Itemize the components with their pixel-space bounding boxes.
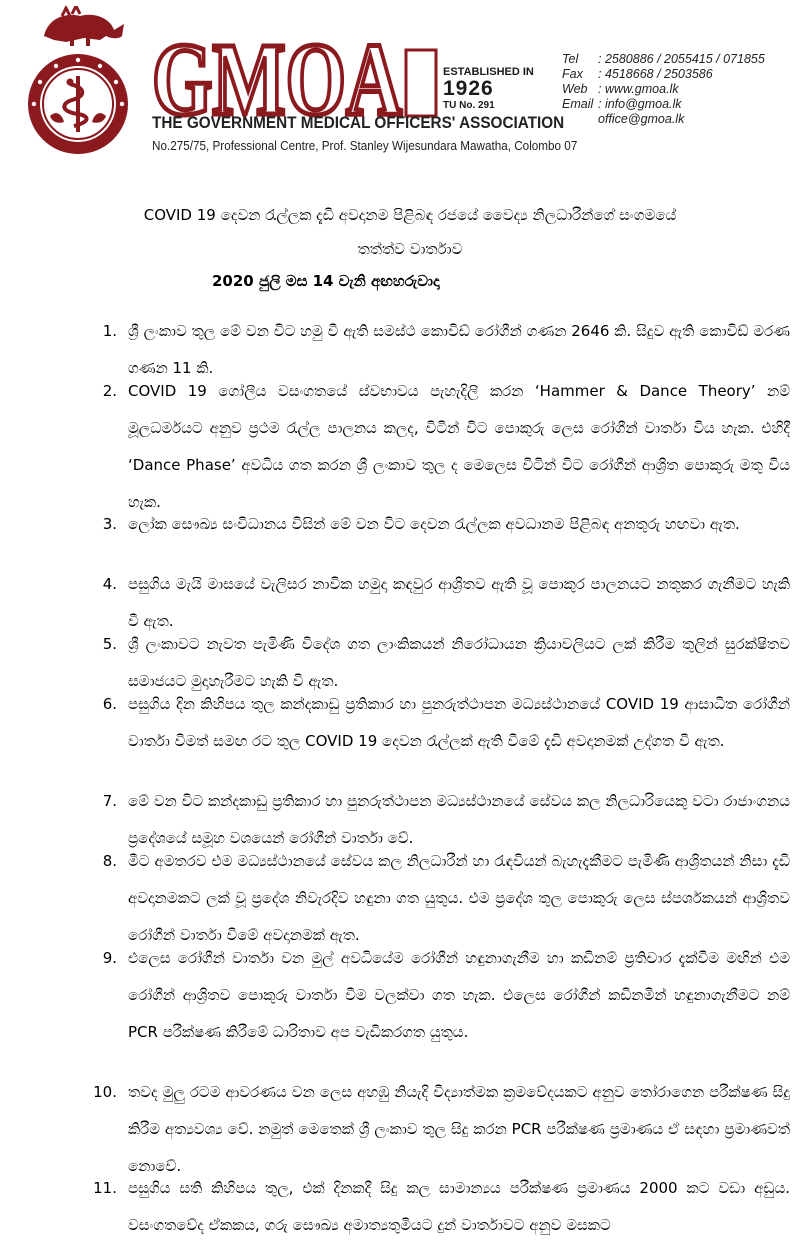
item-number: 1. — [102, 322, 117, 340]
established-label: ESTABLISHED IN — [443, 66, 534, 78]
contact-email: : info@gmoa.lk — [598, 97, 682, 111]
contact-phone: : 2580886 / 2055415 / 071855 — [598, 52, 765, 66]
item-number: 2. — [102, 382, 117, 400]
gmoa-logo — [148, 28, 440, 120]
item-number: 5. — [102, 635, 117, 653]
contact-row-email — [562, 97, 800, 112]
title-line-1: COVID 19 දෙවන රැල්ලක දැඩි අවදානම පිළිබඳ රජයේ වෛද්‍ය නිලධාරීන්ගේ සංගමයේ — [143, 206, 677, 224]
item-text: ශ්‍රී ලංකාවට නැවත පැමිණි විදේශ ගත ලාංකිකයන් නිරෝධායන ක්‍රියාවලියට ලක් කිරීම තුලින් සුරක්ෂිතව සමාජයට මුදාහැරීමට හැකි වී ඇත. — [128, 635, 790, 690]
trade-union-number: TU No. 291 — [443, 100, 495, 111]
contact-label: Fax — [562, 67, 583, 81]
item-text: පසුගිය මැයි මාසයේ වැලිසර නාවික හමුදා කඳවුර ආශ්‍රිතව ඇති වූ පොකුර පාලනයට නතුකර ගැනීමට හැකි වී ඇත. — [128, 575, 790, 630]
contact-details — [562, 52, 800, 127]
letterhead — [0, 0, 800, 190]
item-text: පසුගිය දින කිහිපය තුල කන්දකාඩු ප්‍රතිකාර හා පුනරුත්ථාපන මධ්‍යස්ථානයේ COVID 19 ආසාධිත රෝගීන් වාර්තා වීමත් සමඟ රට තුල COVID 19 දෙවන රැල්ලක් ඇති වීමේ දැඩි අවදානමක් උද්ගත වී ඇත. — [128, 695, 790, 750]
contact-row-web — [562, 82, 800, 97]
item-text: තවද මුලු රටම ආවරණය වන ලෙස අහඹු නියැදි විද්‍යාත්මක ක්‍රමවේදයකට අනුව තෝරාගෙන පරීක්ෂණ සිදු කිරීම අත්‍යවශ්‍ය වේ. නමුත් මෙතෙක් ශ්‍රී ලංකාව තුල සිදු කරන PCR පරීක්ෂණ ප්‍රමාණය ඒ සඳහා ප්‍රමාණවත් නොවේ. — [128, 1083, 790, 1175]
association-address: No.275/75, Professional Centre, Prof. Stanley Wijesundara Mawatha, Colombo 07 — [152, 138, 578, 153]
document-title — [60, 198, 760, 266]
item-text: මීට අමතරව එම මධ්‍යස්ථානයේ සේවය කල නිලධාරීන් හා රැඳවියන් බැහැදැකීමට පැමිණි ආශ්‍රිතයන් නිසා දැඩි අවදානමකට ලක් වූ ප්‍රදේශ නිවැරදිව හඳුනා ගත යුතුය. එම ප්‍රදේශ තුල පොකුරු ලෙස ස්පර්ශකයන් ආශ්‍රිතව රෝගීන් වාර්තා වීමේ අවදානමක් ඇත. — [128, 852, 790, 944]
item-text: ලෝක සෞඛ්‍ය සංවිධානය විසින් මේ වන විට දෙවන රැල්ලක අවධානම පිළිබඳ අනතුරු හඟවා ඇත. — [128, 515, 740, 533]
item-text: පසුගිය සති කිහිපය තුල, එක් දිනකදී සිදු කල සාමාන්‍යය පරීක්ෂණ ප්‍රමාණය 2000 කට වඩා අඩුය. වසංගතවේද ඒකකය, ගරු සෞඛ්‍ය අමාත්‍යතුමියට දුන් වාර්තාවට අනුව මසකට — [128, 1179, 790, 1234]
item-text: ශ්‍රී ලංකාව තුල මේ වන විට හමු වී ඇති සමස්ථ කොවිඩ් රෝගීන් ගණන 2646 කි. සිදුව ඇති කොවිඩ් මරණ ගණන 11 කි. — [128, 322, 790, 377]
item-text: COVID 19 ගෝලීය වසංගතයේ ස්වභාවය පැහැදිලි කරන ‘Hammer & Dance Theory’ නම් මූලධර්මයට අනුව ප්‍රථම රැල්ල පාලනය කලද, විටින් විට පොකුරු ලෙස රෝගීන් වාර්තා විය හැක. එහිදී ‘Dance Phase’ අවධිය ගත කරන ශ්‍රී ලංකාව තුල ද මෙලෙස විටින් විට රෝගීන් ආශ්‍රිත පොකුරු මතු විය හැක. — [128, 382, 790, 511]
logo-text: GMOA — [152, 28, 402, 120]
contact-row-fax — [562, 67, 800, 82]
contact-website: : www.gmoa.lk — [598, 82, 679, 96]
document-date: 2020 ජුලි මස 14 වැනි අඟහරුවාදා — [212, 272, 440, 290]
gmoa-seal-emblem — [14, 6, 142, 156]
contact-fax: : 4518668 / 2503586 — [598, 67, 713, 81]
item-number: 8. — [102, 852, 117, 870]
contact-email-secondary: office@gmoa.lk — [598, 112, 685, 126]
title-line-2: තත්ත්ව වාර්තාව — [357, 240, 463, 258]
item-number: 7. — [102, 792, 117, 810]
item-number: 6. — [102, 695, 117, 713]
contact-label: Web — [562, 82, 588, 96]
contact-label: Tel — [562, 52, 579, 66]
contact-row-tel — [562, 52, 800, 67]
item-number: 9. — [102, 949, 117, 967]
contact-label: Email — [562, 97, 594, 111]
item-text: එලෙස රෝගීන් වාර්තා වන මුල් අවධියේම රෝගීන් හඳුනාගැනීම හා කඩිනම් ප්‍රතිචාර දැක්වීම මඟින් එම රෝගීන් ආශ්‍රිතව පොකුරු වාර්තා වීම වලක්වා ගත හැක. එලෙස රෝගීන් කඩිනමින් හඳුනාගැනීමට නම් PCR පරීක්ෂණ කිරීමේ ධාරිතාව අප වැඩිකරගත යුතුය. — [128, 949, 790, 1041]
item-number: 11. — [93, 1179, 117, 1197]
item-number: 4. — [102, 575, 117, 593]
item-number: 10. — [93, 1083, 117, 1101]
contact-row-email-2 — [562, 112, 800, 127]
establishment-block — [443, 66, 553, 112]
association-name: THE GOVERNMENT MEDICAL OFFICERS' ASSOCIATION — [152, 113, 565, 132]
item-text: මේ වන විට කන්දකාඩු ප්‍රතිකාර හා පුනරුත්ථාපන මධ්‍යස්ථානයේ සේවය කල නිලධාරියෙකු වටා රාජාංගනය ප්‍රදේශයේ සමූහ වශයෙන් රෝගීන් වාර්තා වේ. — [128, 792, 790, 847]
item-number: 3. — [102, 515, 117, 533]
established-year: 1926 — [443, 77, 494, 100]
